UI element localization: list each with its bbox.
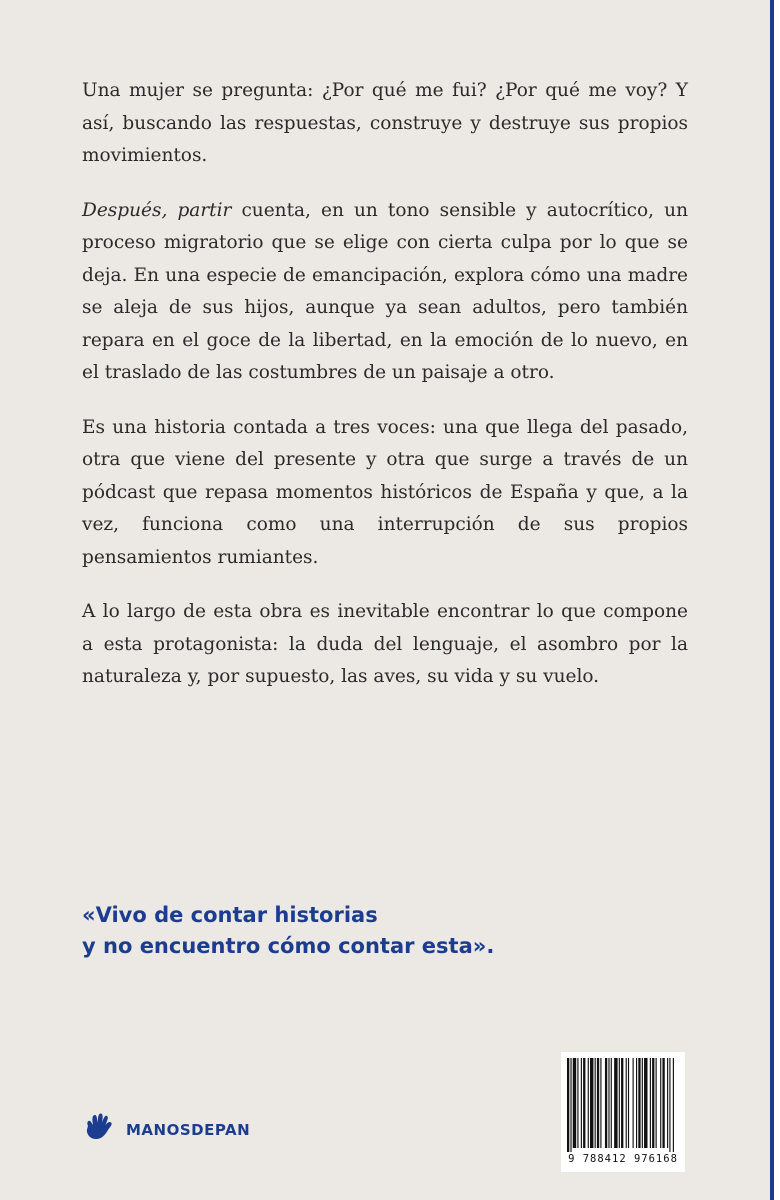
blurb-paragraph-3: Es una historia contada a tres voces: una que llega del pasado, otra que viene del presente y otra que surge a través de un pódcast que repasa momentos históricos de España y que, a la vez, funciona como una interrupción de sus propios pensamientos rumiantes. [82, 416, 688, 568]
blurb-text [82, 75, 688, 716]
barcode-bar [656, 1058, 657, 1148]
isbn-number: 9 788412 976168 [568, 1153, 678, 1165]
barcode-bar [605, 1058, 607, 1148]
barcode-bar [662, 1058, 664, 1148]
barcode-bar [597, 1058, 599, 1148]
book-title: Después, partir [82, 199, 232, 221]
hand-icon [82, 1110, 116, 1149]
barcode-bar [650, 1058, 651, 1148]
barcode-bar [644, 1058, 647, 1148]
pull-quote [82, 900, 682, 962]
barcode-bar [638, 1058, 640, 1148]
barcode-bar [673, 1058, 674, 1152]
barcode-bar [577, 1058, 578, 1148]
pull-quote-line-1: «Vivo de contar historias [82, 903, 378, 927]
barcode-bar [590, 1058, 593, 1148]
barcode-bar [628, 1058, 629, 1148]
barcode-bar [633, 1058, 634, 1148]
barcode-bars [561, 1052, 685, 1152]
barcode-bar [583, 1058, 585, 1148]
barcode-bar [667, 1058, 668, 1148]
barcode-bar [621, 1058, 623, 1148]
barcode-bar [652, 1058, 654, 1148]
barcode-bar [588, 1058, 589, 1148]
blurb-paragraph-4: A lo largo de esta obra es inevitable encontrar lo que compone a esta protagonista: la duda del lenguaje, el asombro por la naturaleza y, por supuesto, las aves, su vida y su vuelo. [82, 601, 688, 687]
barcode-bar [636, 1058, 637, 1148]
blurb-paragraph-2 [82, 195, 688, 390]
barcode-bar [608, 1058, 609, 1148]
barcode-bar [573, 1058, 576, 1148]
spine-edge [770, 0, 774, 1200]
barcode-bar [595, 1058, 596, 1148]
barcode-bar [611, 1058, 612, 1148]
pull-quote-line-2: y no encuentro cómo contar esta». [82, 934, 495, 958]
barcode-bar [669, 1058, 670, 1152]
blurb-paragraph-2-text: cuenta, en un tono sensible y autocrítico, un proceso migratorio que se elige con cierta culpa por lo que se deja. En una especie de emancipación, explora cómo una madre se aleja de sus hijos, aunque ya sean adultos, pero también repara en el goce de la libertad, en la emoción de lo nuevo, en el traslado de las costumbres de un paisaje a otro. [82, 199, 688, 383]
barcode [561, 1052, 685, 1172]
barcode-bar [570, 1058, 571, 1152]
barcode-bar [614, 1058, 617, 1148]
barcode-bar [626, 1058, 627, 1148]
blurb-paragraph-1: Una mujer se pregunta: ¿Por qué me fui? ¿Por qué me voy? Y así, buscando las respuestas, construye y destruye sus propios movimientos. [82, 80, 688, 166]
barcode-bar [600, 1058, 601, 1148]
barcode-bar [567, 1058, 569, 1152]
barcode-bar [660, 1058, 661, 1148]
barcode-bar [619, 1058, 620, 1148]
barcode-bar [642, 1058, 643, 1148]
publisher-logo [82, 1110, 250, 1149]
publisher-name: MANOSDEPAN [126, 1120, 251, 1139]
barcode-bar [581, 1058, 582, 1148]
